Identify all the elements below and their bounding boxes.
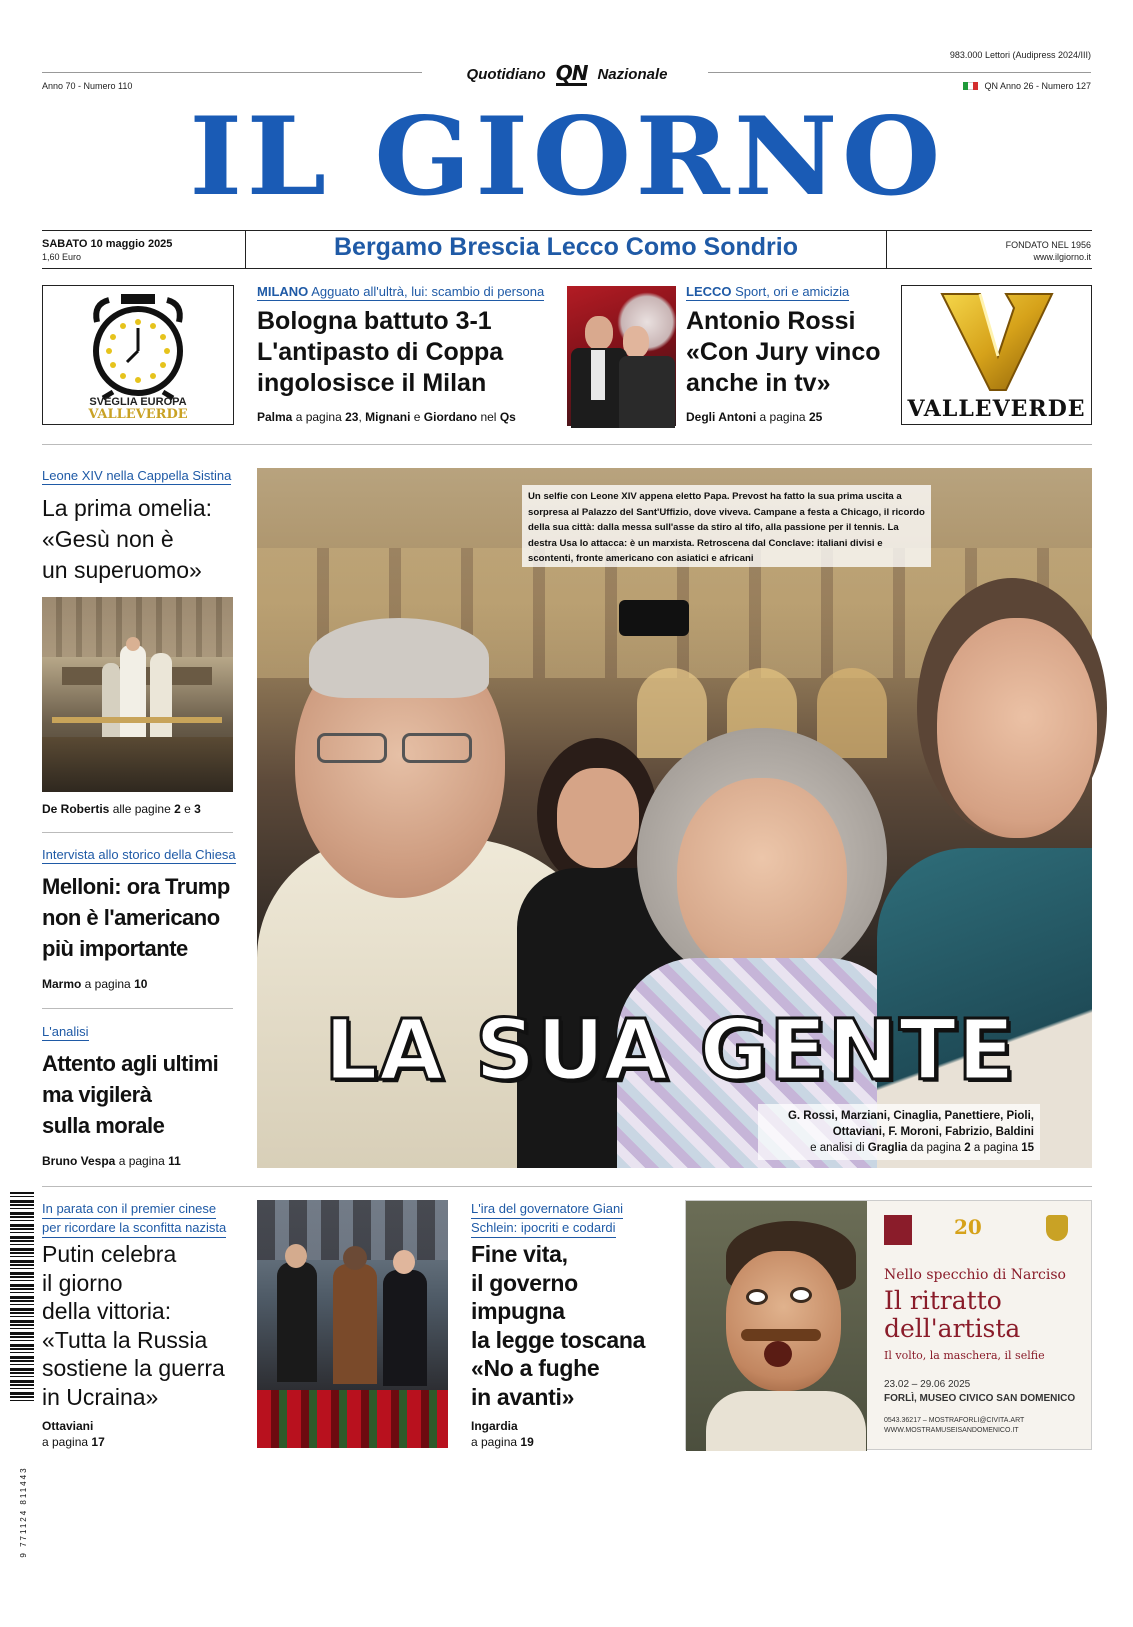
tagline-right: Nazionale: [597, 65, 668, 83]
putin-parade-photo[interactable]: [257, 1200, 448, 1448]
ad-brand: VALLEVERDE: [907, 396, 1086, 422]
exhibition-ad[interactable]: [685, 1200, 1092, 1450]
readers-count: 983.000 Lettori (Audipress 2024/III): [949, 50, 1091, 60]
issue-date: SABATO 10 maggio 2025: [42, 238, 173, 250]
founded-year: FONDATO NEL 1956: [1005, 240, 1091, 250]
sidebar-kicker: Leone XIV nella Cappella Sistina: [42, 468, 232, 483]
main-photo-caption: Un selfie con Leone XIV appena eletto Papa. Prevost ha fatto la sua prima uscita a sorpresa al Palazzo del Sant'Uffizio, dove viveva. Campane a festa a Chicago, il ricordo della sua città: dalla messa sull'asse da stiro al tifo, alla passione per il tennis. La destra Usa lo attacca: è un marxista. Retroscena dal Conclave: italiani divisi e scontenti, fronte americano con asiatici e africani: [522, 485, 931, 567]
sidebar-byline: Marmo a pagina 10: [42, 977, 148, 991]
bottom-headline[interactable]: Fine vita, il governo impugna la legge toscana «No a fughe in avanti»: [471, 1241, 646, 1410]
sidebar-byline: Bruno Vespa a pagina 11: [42, 1154, 181, 1168]
bottom-kicker: In parata con il premier cinese per ricordare la sconfitta nazista: [42, 1200, 226, 1238]
story-byline: Degli Antoni a pagina 25: [686, 410, 823, 424]
edition-cities: Bergamo Brescia Lecco Como Sondrio: [333, 233, 798, 261]
rossi-photo[interactable]: [567, 286, 676, 426]
story-headline[interactable]: Bologna battuto 3-1 L'antipasto di Coppa ingolosisce il Milan: [257, 307, 504, 397]
barcode: [4, 1192, 38, 1558]
issue-number: Anno 70 - Numero 110: [42, 81, 133, 91]
sidebar-headline[interactable]: Attento agli ultimi ma vigilerà sulla morale: [42, 1051, 219, 1138]
ad-website[interactable]: WWW.MOSTRAMUSEISANDOMENICO.IT: [884, 1427, 1019, 1434]
sidebar-kicker: L'analisi: [42, 1024, 89, 1039]
story-headline[interactable]: Antonio Rossi «Con Jury vinco anche in tv»: [686, 307, 881, 397]
main-credits: G. Rossi, Marziani, Cinaglia, Panettiere, Pioli, Ottaviani, F. Moroni, Fabrizio, Baldini e analisi di Graglia da pagina 2 a pagina 15: [758, 1104, 1040, 1160]
bottom-byline: Ottaviani a pagina 17: [42, 1419, 105, 1449]
anniversary-badge: 20: [954, 1215, 982, 1239]
valleverde-logo-ad[interactable]: [901, 285, 1092, 425]
ad-line-2: VALLEVERDE: [88, 407, 188, 422]
ad-dates: 23.02 – 29.06 2025: [884, 1379, 971, 1390]
masthead-title[interactable]: IL GIORNO: [189, 94, 945, 220]
sidebar-headline[interactable]: La prima omelia: «Gesù non è un superuomo»: [42, 495, 213, 583]
italian-flag-icon: [963, 82, 978, 90]
tagline-left: Quotidiano: [466, 65, 546, 83]
sidebar-byline: De Robertis alle pagine 2 e 3: [42, 802, 201, 816]
sistine-chapel-photo[interactable]: [42, 597, 233, 792]
valleverde-v-icon: [902, 286, 1091, 396]
bottom-byline: Ingardia a pagina 19: [471, 1419, 534, 1449]
ad-subtitle: Nello specchio di Narciso: [884, 1267, 1066, 1283]
issue-price: 1,60 Euro: [42, 252, 82, 262]
ad-tagline: Il volto, la maschera, il selfie: [884, 1349, 1045, 1362]
story-kicker: MILANO Agguato all'ultrà, lui: scambio di persona: [257, 284, 545, 299]
museum-logo-icon: [884, 1215, 912, 1245]
qn-issue: QN Anno 26 - Numero 127: [963, 81, 1091, 91]
bottom-kicker: L'ira del governatore Giani Schlein: ipocriti e codardi: [471, 1200, 623, 1238]
sidebar-headline[interactable]: Melloni: ora Trump non è l'americano più importante: [42, 874, 230, 961]
main-headline[interactable]: LA SUA GENTE: [324, 1001, 1016, 1099]
ad-line-1: SVEGLIA EUROPA: [89, 396, 187, 408]
valleverde-alarm-ad[interactable]: [42, 285, 234, 425]
ad-venue: FORLÌ, MUSEO CIVICO SAN DOMENICO: [884, 1393, 1076, 1404]
ad-contact: 0543.36217 – MOSTRAFORLI@CIVITA.ART: [884, 1417, 1025, 1424]
bottom-headline[interactable]: Putin celebra il giorno della vittoria: «Tutta la Russia sostiene la guerra in Ucraina»: [42, 1241, 225, 1410]
self-portrait-painting: [686, 1201, 867, 1451]
story-byline: Palma a pagina 23, Mignani e Giordano nel Qs: [257, 410, 516, 424]
coat-of-arms-icon: [1046, 1215, 1068, 1241]
ad-title: Il ritratto dell'artista: [884, 1286, 1021, 1343]
qn-tagline: [432, 61, 702, 87]
sidebar-kicker: Intervista allo storico della Chiesa: [42, 847, 236, 862]
qn-logo: QN: [555, 60, 588, 85]
website-link[interactable]: www.ilgiorno.it: [1033, 252, 1091, 262]
story-kicker: LECCO Sport, ori e amicizia: [686, 284, 850, 299]
barcode-digits: 9 771124 811443: [19, 1466, 28, 1558]
